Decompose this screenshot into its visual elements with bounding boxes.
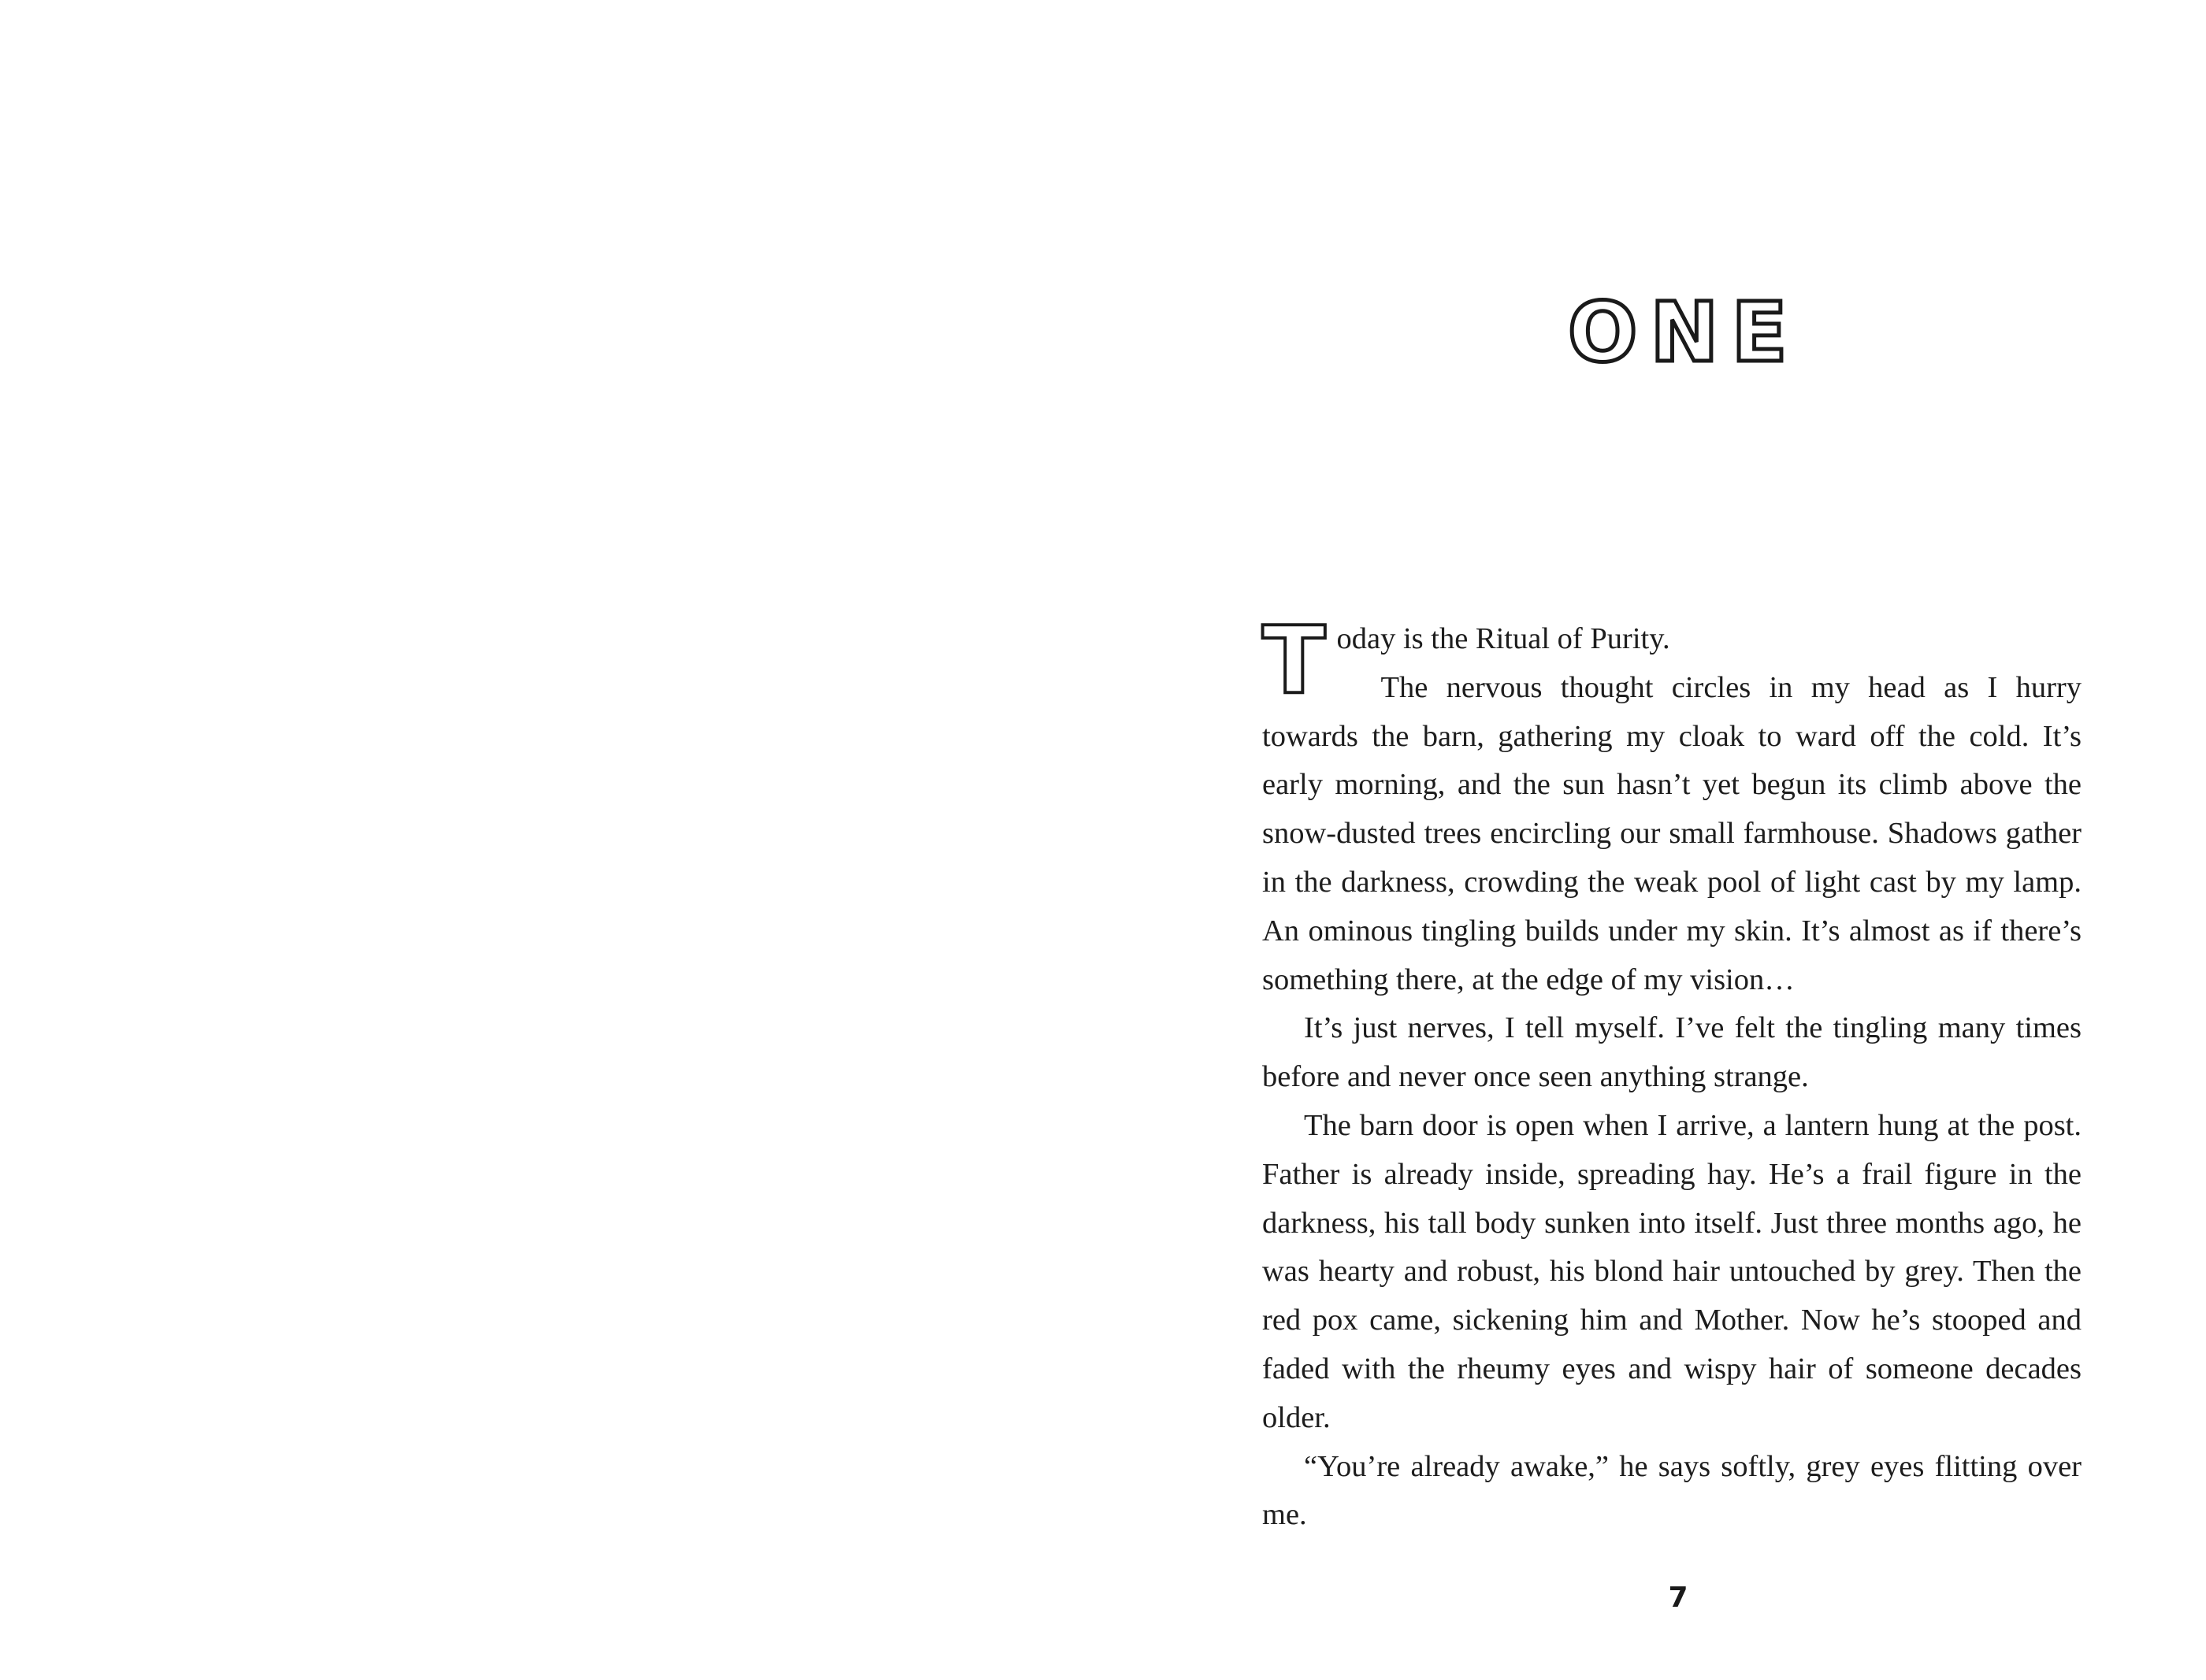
opening-line: oday is the Ritual of Purity.: [1336, 622, 1670, 655]
page-number: 7: [1668, 1582, 1688, 1614]
drop-cap: T: [1262, 606, 1326, 714]
paragraph-3: The barn door is open when I arrive, a lantern hung at the post. Father is already inside, spreading hay. He’s a frail figure in the darkness, his tall body sunken into itself. Just three months ago, he was hearty and robust, his blond hair untouched by grey. Then the red pox came, sickening him and Mother. Now he’s stooped and faded with the rheumy eyes and wispy hair of someone decades older.: [1262, 1108, 2082, 1434]
opening-paragraph: [1262, 606, 2082, 1004]
paragraph-4: “You’re already awake,” he says softly, grey eyes flitting over me.: [1262, 1449, 2082, 1532]
chapter-body: [1262, 606, 2082, 1540]
chapter-title: [1568, 284, 1800, 380]
paragraph-1: The nervous thought circles in my head as I hurry towards the barn, gathering my cloak to ward off the cold. It’s early morning, and the sun hasn’t yet begun its climb above the snow-dusted trees encircling our small farmhouse. Shadows gather in the darkness, crowding the weak pool of light cast by my lamp. An ominous tingling builds under my skin. It’s almost as if there’s something there, at the edge of my vision…: [1262, 670, 2082, 996]
paragraph-2: It’s just nerves, I tell myself. I’ve felt the tingling many times before and never once seen anything strange.: [1262, 1011, 2082, 1094]
chapter-title-text: ONE: [1568, 284, 1800, 380]
